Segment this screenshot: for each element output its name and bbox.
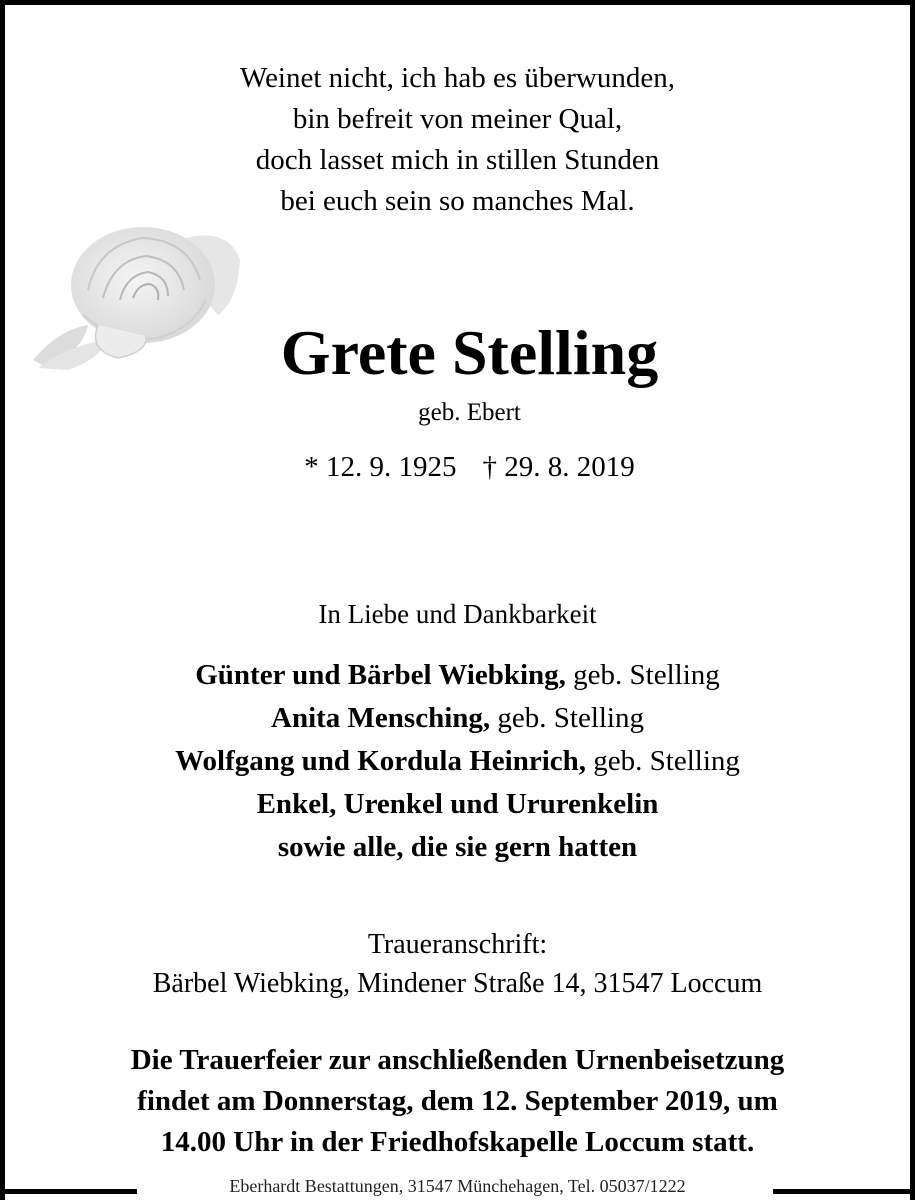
mourner-line — [0, 740, 915, 783]
death-date: † 29. 8. 2019 — [482, 451, 635, 483]
poem-line: Weinet nicht, ich hab es überwunden, — [240, 62, 675, 94]
mourner-name: sowie alle, die sie gern hatten — [277, 831, 638, 863]
mourner-line — [0, 826, 915, 869]
mourner-line — [0, 697, 915, 740]
poem-line: bin befreit von meiner Qual, — [292, 103, 623, 135]
service-line: findet am Donnerstag, dem 12. September 2019, um — [137, 1085, 778, 1117]
mourner-name: Günter und Bärbel Wiebking, — [195, 659, 566, 691]
mourning-address — [0, 925, 915, 1003]
mourner-name: Anita Mensching, — [271, 702, 491, 734]
service-line: 14.00 Uhr in der Friedhofskapelle Loccum statt. — [160, 1126, 755, 1158]
poem — [0, 58, 915, 222]
mourner-nee: geb. Stelling — [586, 745, 740, 777]
life-dates — [0, 450, 915, 484]
address-value: Bärbel Wiebking, Mindener Straße 14, 31547 Loccum — [152, 968, 763, 999]
mourner-name: Wolfgang und Kordula Heinrich, — [175, 745, 587, 777]
mourner-line — [0, 783, 915, 826]
poem-line: doch lasset mich in stillen Stunden — [255, 144, 660, 176]
mourner-nee: geb. Stelling — [565, 659, 720, 691]
poem-line: bei euch sein so manches Mal. — [280, 185, 635, 217]
mourner-line — [0, 654, 915, 697]
mourner-nee: geb. Stelling — [490, 702, 644, 734]
mourner-name: Enkel, Urenkel und Ururenkelin — [256, 788, 659, 820]
footer — [0, 1162, 915, 1200]
mourners-list — [0, 654, 915, 869]
maiden-name: geb. Ebert — [418, 399, 521, 426]
deceased-name: Grete Stelling — [280, 317, 659, 388]
service-line: Die Trauerfeier zur anschließenden Urnenbeisetzung — [130, 1044, 785, 1076]
address-label: Traueranschrift: — [367, 929, 548, 960]
birth-date: * 12. 9. 1925 — [304, 451, 457, 483]
service-announcement — [0, 1040, 915, 1163]
mourners-intro: In Liebe und Dankbarkeit — [318, 599, 597, 629]
funeral-home-info: Eberhardt Bestattungen, 31547 Münchehagen, Tel. 05037/1222 — [229, 1176, 686, 1196]
